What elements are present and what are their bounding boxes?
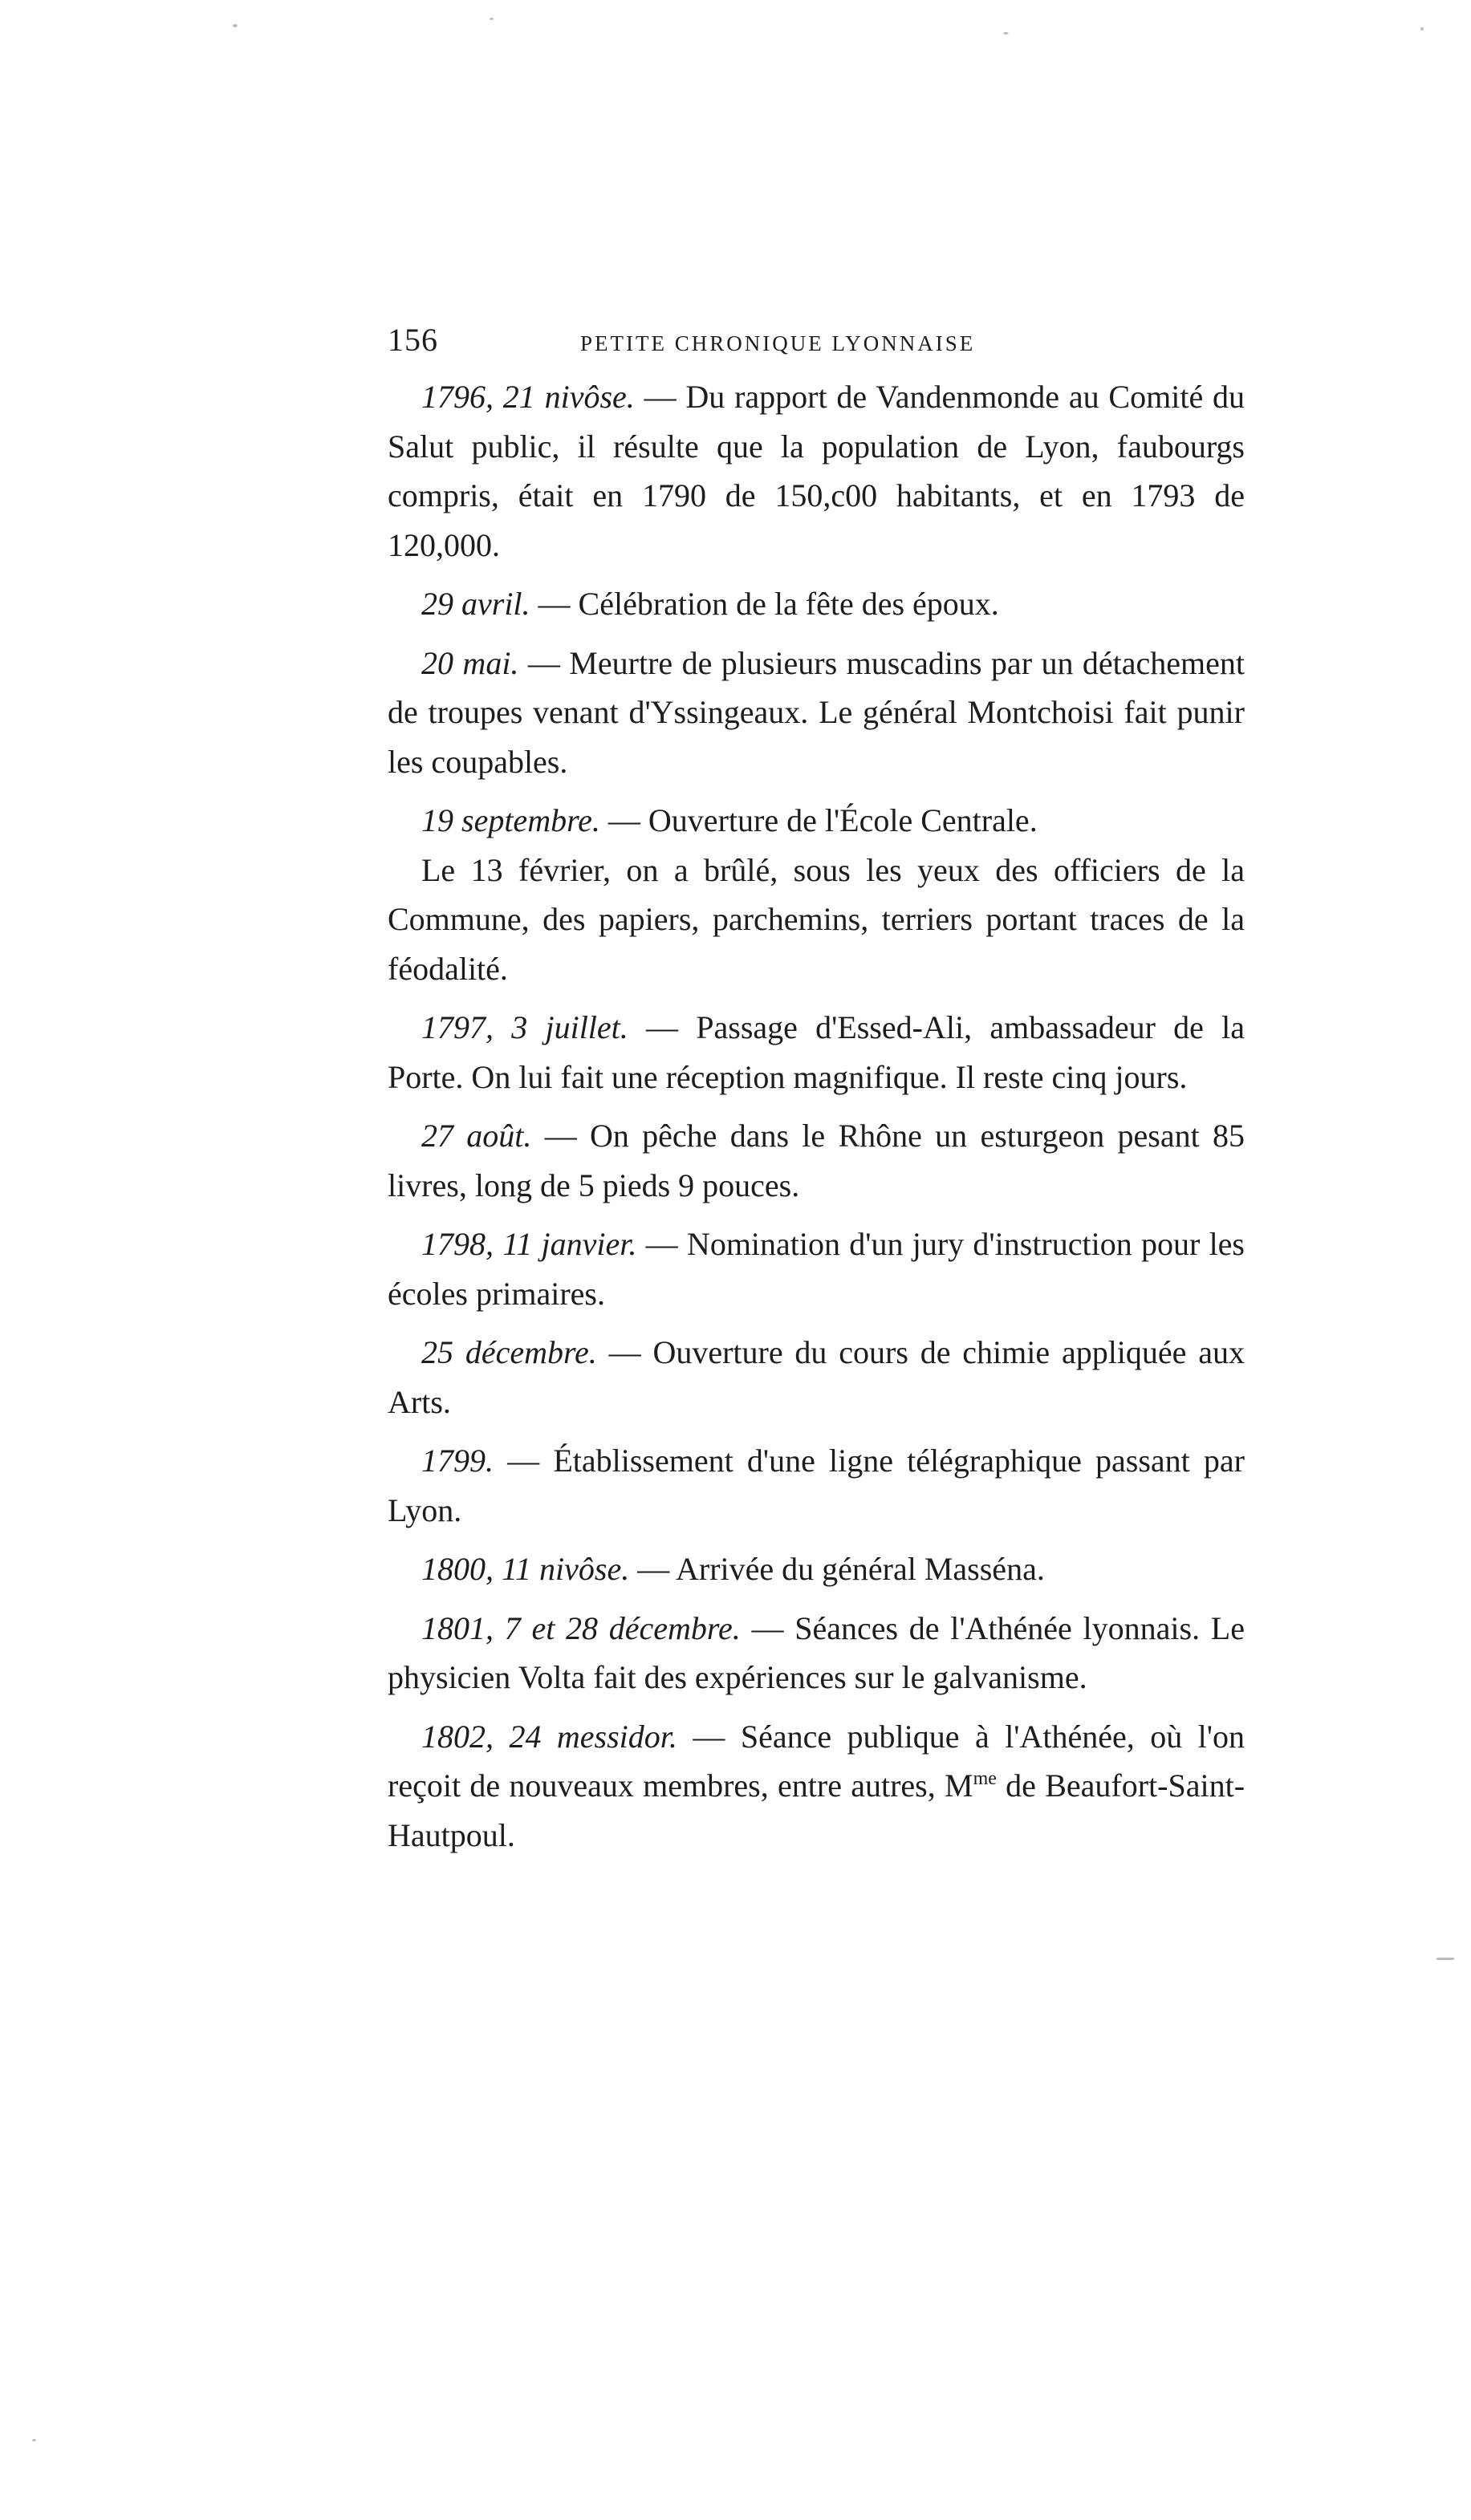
entry-date: 1801, 7 et 28 décembre.: [421, 1609, 741, 1646]
chronicle-entry: [388, 1604, 1245, 1702]
entry-date: 1798, 11 janvier.: [421, 1226, 637, 1262]
entry-text: — Arrivée du général Masséna.: [629, 1551, 1045, 1587]
chronicle-entry: [388, 372, 1245, 570]
chronicle-entry: [388, 1111, 1245, 1210]
entry-text: — Meurtre de plusieurs muscadins par un détachement de troupes venant d'Yssingeaux. Le général Montchoisi fait punir les coupables.: [388, 644, 1245, 780]
paper-speck: [233, 24, 238, 27]
chronicle-entry: [388, 846, 1245, 994]
superscript-abbreviation: me: [973, 1768, 997, 1789]
chronicle-entry: [388, 796, 1245, 846]
entry-date: 20 mai.: [421, 644, 519, 681]
page-header: [388, 321, 1245, 372]
chronicle-entry: [388, 1328, 1245, 1426]
entry-date: 25 décembre.: [421, 1334, 597, 1370]
entry-text: — Nomination d'un jury d'instruction pour les écoles primaires.: [388, 1226, 1245, 1312]
entry-text: — Passage d'Essed-Ali, ambassadeur de la Porte. On lui fait une réception magnifique. Il reste cinq jours.: [388, 1009, 1245, 1095]
chronicle-entry: [388, 1003, 1245, 1102]
paper-speck: [1436, 1958, 1454, 1960]
entry-date: 1796, 21 nivôse.: [421, 379, 635, 415]
chronicle-entry: [388, 1436, 1245, 1535]
chronicle-entry: [388, 1712, 1245, 1861]
entry-text: — Établissement d'une ligne télégraphique passant par Lyon.: [388, 1443, 1245, 1528]
entry-date: 1802, 24 messidor.: [421, 1718, 677, 1755]
entry-text: — Célébration de la fête des époux.: [530, 586, 999, 622]
entry-text: — On pêche dans le Rhône un esturgeon pesant 85 livres, long de 5 pieds 9 pouces.: [388, 1118, 1245, 1203]
entry-text-continued: de Beaufort-Saint-Hautpoul.: [388, 1767, 1245, 1853]
entry-date: 1800, 11 nivôse.: [421, 1551, 630, 1587]
entry-date: 19 septembre.: [421, 802, 600, 838]
entry-date: 29 avril.: [421, 586, 530, 622]
entry-date: 27 août.: [421, 1118, 532, 1154]
entry-text: — Séance publique à l'Athénée, où l'on reçoit de nouveaux membres, entre autres, M: [388, 1718, 1245, 1804]
chronicle-entry: [388, 1219, 1245, 1318]
page-number: 156: [388, 322, 438, 358]
chronicle-entry: [388, 579, 1245, 629]
paper-speck: [1003, 32, 1009, 34]
paper-speck: [490, 18, 494, 20]
entry-date: 1799.: [421, 1443, 494, 1479]
entry-text: — Ouverture de l'École Centrale.: [599, 802, 1038, 838]
book-page: [388, 321, 1245, 1869]
paper-speck: [32, 2439, 36, 2441]
paper-speck: [1420, 27, 1424, 30]
entry-text: Le 13 février, on a brûlé, sous les yeux des officiers de la Commune, des papiers, parchemins, terriers portant traces de la féodalité.: [388, 851, 1245, 987]
chronicle-entry: [388, 639, 1245, 787]
entry-text: — Ouverture du cours de chimie appliquée aux Arts.: [388, 1334, 1245, 1420]
entry-date: 1797, 3 juillet.: [421, 1009, 628, 1045]
running-title: PETITE CHRONIQUE LYONNAISE: [580, 331, 976, 355]
entry-text: — Du rapport de Vandenmonde au Comité du Salut public, il résulte que la population de Lyon, faubourgs compris, était en 1790 de 150,c00 habitants, et en 1793 de 120,000.: [388, 379, 1245, 563]
chronicle-entry: [388, 1544, 1245, 1594]
chronicle-entries: [388, 372, 1245, 1860]
entry-text: — Séances de l'Athénée lyonnais. Le physicien Volta fait des expériences sur le galvanisme.: [388, 1609, 1245, 1695]
